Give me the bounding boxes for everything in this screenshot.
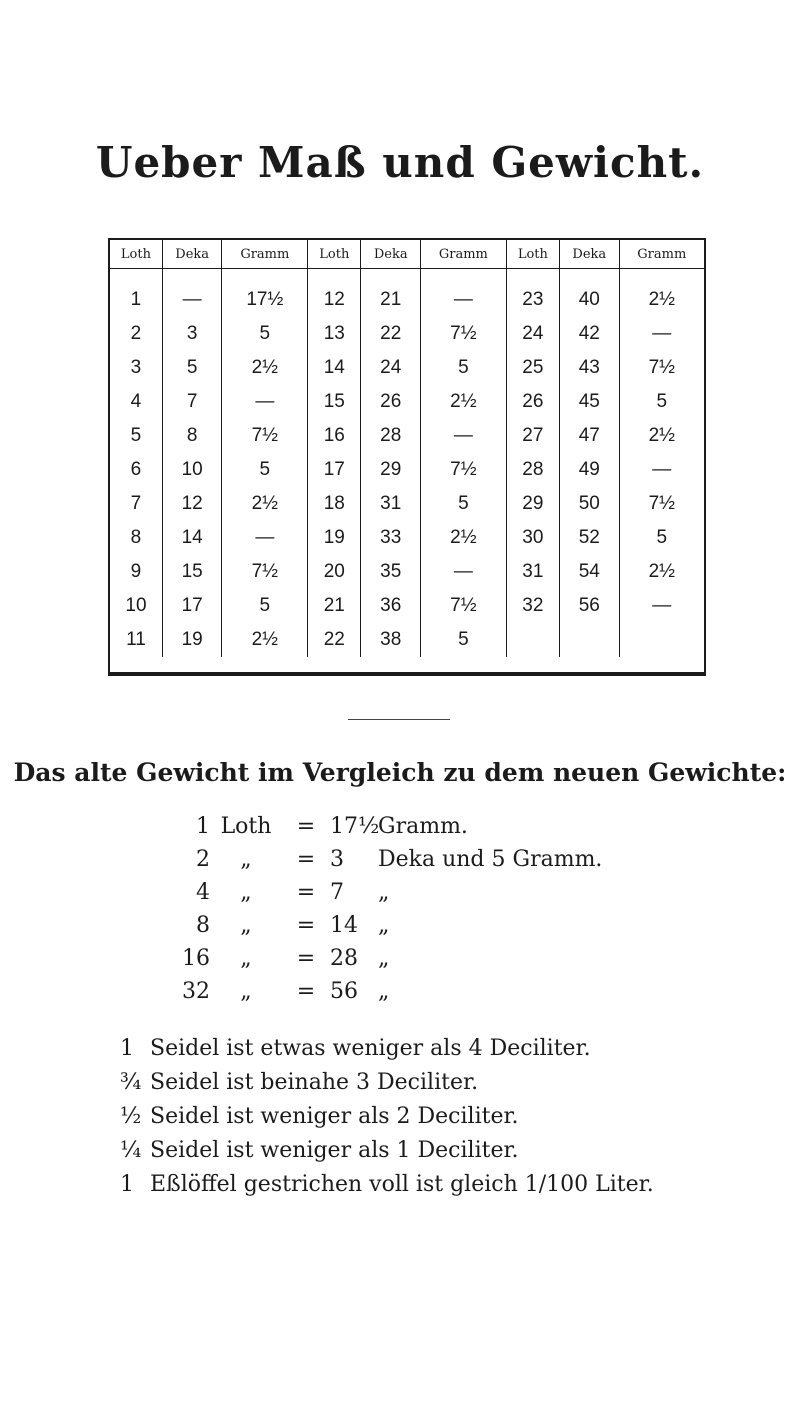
comparison-b: „ — [240, 880, 252, 905]
table-cell: 30 — [506, 521, 559, 555]
comparison-d: „ — [378, 913, 390, 938]
comparison-b: „ — [240, 913, 252, 938]
table-cell: 5 — [222, 317, 308, 351]
comparison-row — [178, 876, 638, 909]
comparison-row — [178, 909, 638, 942]
note-line — [120, 1168, 654, 1202]
table-cell: 4 — [110, 385, 162, 419]
table-cell: 17½ — [222, 283, 308, 317]
table-cell: 7½ — [421, 317, 507, 351]
table-cell: 2½ — [421, 385, 507, 419]
comparison-eq: = — [296, 979, 316, 1004]
table-cell: 2 — [110, 317, 162, 351]
table-cell: 14 — [162, 521, 222, 555]
comparison-c: 3 — [330, 847, 344, 872]
table-cell: 32 — [506, 589, 559, 623]
comparison-a: 8 — [196, 913, 210, 938]
column-header: Loth — [110, 240, 162, 269]
table-cell: 50 — [559, 487, 619, 521]
column-header: Deka — [162, 240, 222, 269]
table-body — [110, 269, 704, 658]
note-line — [120, 1134, 654, 1168]
conversion-table — [108, 238, 706, 676]
comparison-a: 1 — [196, 814, 210, 839]
table-cell: 42 — [559, 317, 619, 351]
table-cell: 47 — [559, 419, 619, 453]
table-cell — [559, 623, 619, 657]
note-text: Eßlöffel gestrichen voll ist gleich 1/100 Liter. — [150, 1172, 654, 1197]
table-cell: 2½ — [619, 555, 704, 589]
note-quantity: ½ — [120, 1104, 142, 1129]
table-cell: 5 — [619, 385, 704, 419]
comparison-eq: = — [296, 880, 316, 905]
note-quantity: ¼ — [120, 1138, 142, 1163]
table-cell: 19 — [308, 521, 361, 555]
table-cell: 49 — [559, 453, 619, 487]
note-quantity: 1 — [120, 1172, 134, 1197]
table-row — [110, 453, 704, 487]
table-row — [110, 283, 704, 317]
column-header: Deka — [559, 240, 619, 269]
comparison-c: 14 — [330, 913, 358, 938]
note-quantity: ¾ — [120, 1070, 142, 1095]
table-row — [110, 555, 704, 589]
table-cell: 5 — [421, 623, 507, 657]
table-cell: 26 — [506, 385, 559, 419]
comparison-a: 32 — [182, 979, 210, 1004]
table-cell: 29 — [506, 487, 559, 521]
divider — [348, 719, 450, 720]
comparison-a: 16 — [182, 946, 210, 971]
comparison-b: „ — [240, 847, 252, 872]
table-cell: 3 — [162, 317, 222, 351]
table-cell: 7½ — [421, 589, 507, 623]
column-header: Loth — [506, 240, 559, 269]
table-cell: 38 — [361, 623, 421, 657]
comparison-b: „ — [240, 946, 252, 971]
table-cell: 8 — [110, 521, 162, 555]
table-row — [110, 419, 704, 453]
table-cell: 5 — [222, 589, 308, 623]
table-cell: 54 — [559, 555, 619, 589]
comparison-eq: = — [296, 814, 316, 839]
comparison-c: 17½ — [330, 814, 380, 839]
table-cell: 19 — [162, 623, 222, 657]
note-quantity: 1 — [120, 1036, 134, 1061]
table-cell: — — [421, 555, 507, 589]
table-cell: 6 — [110, 453, 162, 487]
table-cell: 7½ — [222, 555, 308, 589]
table-cell: 35 — [361, 555, 421, 589]
comparison-heading: Das alte Gewicht im Vergleich zu dem neuen Gewichte: — [13, 758, 787, 787]
table-row — [110, 589, 704, 623]
table-cell: 31 — [506, 555, 559, 589]
table-cell: 5 — [222, 453, 308, 487]
table-cell: — — [619, 317, 704, 351]
column-header: Gramm — [421, 240, 507, 269]
table-cell: 2½ — [222, 623, 308, 657]
table-cell: — — [619, 453, 704, 487]
note-line — [120, 1100, 654, 1134]
table-row — [110, 623, 704, 657]
note-text: Seidel ist etwas weniger als 4 Deciliter. — [150, 1036, 591, 1061]
table-cell: — — [162, 283, 222, 317]
note-text: Seidel ist weniger als 1 Deciliter. — [150, 1138, 519, 1163]
comparison-d: „ — [378, 979, 390, 1004]
table-cell: 20 — [308, 555, 361, 589]
note-text: Seidel ist weniger als 2 Deciliter. — [150, 1104, 519, 1129]
table-cell: 2½ — [222, 351, 308, 385]
table-cell: 16 — [308, 419, 361, 453]
notes-list — [120, 1032, 654, 1202]
table-cell — [506, 623, 559, 657]
table-cell: 7 — [110, 487, 162, 521]
table-cell: 5 — [619, 521, 704, 555]
comparison-b: Loth — [220, 814, 272, 839]
column-header: Deka — [361, 240, 421, 269]
table-cell: — — [421, 283, 507, 317]
table-cell: 2½ — [619, 283, 704, 317]
table-cell: 43 — [559, 351, 619, 385]
comparison-d: „ — [378, 946, 390, 971]
table-cell: 28 — [361, 419, 421, 453]
table-cell: 18 — [308, 487, 361, 521]
table-cell: 7½ — [619, 351, 704, 385]
table-cell: 17 — [308, 453, 361, 487]
table-cell: 2½ — [619, 419, 704, 453]
table-cell: 22 — [308, 623, 361, 657]
table-cell: 10 — [110, 589, 162, 623]
comparison-c: 28 — [330, 946, 358, 971]
table-cell: 24 — [506, 317, 559, 351]
table-cell: 26 — [361, 385, 421, 419]
table-header-row — [110, 240, 704, 269]
table-cell: 10 — [162, 453, 222, 487]
table-cell: 52 — [559, 521, 619, 555]
table-cell: 2½ — [222, 487, 308, 521]
table-cell: 15 — [162, 555, 222, 589]
table-cell: — — [421, 419, 507, 453]
comparison-d: „ — [378, 880, 390, 905]
table-cell: — — [619, 589, 704, 623]
table-cell: 56 — [559, 589, 619, 623]
table-cell: 24 — [361, 351, 421, 385]
table-cell: 17 — [162, 589, 222, 623]
comparison-a: 2 — [196, 847, 210, 872]
table-cell: 40 — [559, 283, 619, 317]
table-cell: 36 — [361, 589, 421, 623]
table-cell: 14 — [308, 351, 361, 385]
table-cell — [619, 623, 704, 657]
comparison-a: 4 — [196, 880, 210, 905]
table-cell: 15 — [308, 385, 361, 419]
table-cell: 7 — [162, 385, 222, 419]
table-cell: 29 — [361, 453, 421, 487]
table-row — [110, 385, 704, 419]
table-cell: 27 — [506, 419, 559, 453]
table-cell: 7½ — [421, 453, 507, 487]
table-cell: 21 — [308, 589, 361, 623]
comparison-eq: = — [296, 847, 316, 872]
comparison-c: 56 — [330, 979, 358, 1004]
comparison-list — [178, 810, 638, 1008]
table-cell: 5 — [421, 487, 507, 521]
note-line — [120, 1032, 654, 1066]
note-text: Seidel ist beinahe 3 Deciliter. — [150, 1070, 479, 1095]
table-cell: 3 — [110, 351, 162, 385]
table-cell: 5 — [110, 419, 162, 453]
comparison-d: Gramm. — [378, 814, 468, 839]
table-cell: — — [222, 385, 308, 419]
table-row — [110, 521, 704, 555]
table-cell: 5 — [421, 351, 507, 385]
column-header: Loth — [308, 240, 361, 269]
table-cell: 22 — [361, 317, 421, 351]
table-cell: 28 — [506, 453, 559, 487]
comparison-eq: = — [296, 913, 316, 938]
table-row — [110, 317, 704, 351]
table-cell: 25 — [506, 351, 559, 385]
comparison-row — [178, 843, 638, 876]
table-cell: 9 — [110, 555, 162, 589]
table-cell: 1 — [110, 283, 162, 317]
table-cell: 5 — [162, 351, 222, 385]
table-cell: 12 — [162, 487, 222, 521]
table-cell: 23 — [506, 283, 559, 317]
table-spacer-row — [110, 269, 704, 284]
table-cell: 33 — [361, 521, 421, 555]
column-header: Gramm — [222, 240, 308, 269]
column-header: Gramm — [619, 240, 704, 269]
comparison-c: 7 — [330, 880, 344, 905]
note-line — [120, 1066, 654, 1100]
table-cell: 7½ — [222, 419, 308, 453]
table-cell: 13 — [308, 317, 361, 351]
comparison-row — [178, 942, 638, 975]
table-cell: 2½ — [421, 521, 507, 555]
table-row — [110, 351, 704, 385]
table-cell: 12 — [308, 283, 361, 317]
comparison-b: „ — [240, 979, 252, 1004]
table-cell: 45 — [559, 385, 619, 419]
page-title: Ueber Maß und Gewicht. — [95, 138, 705, 187]
comparison-eq: = — [296, 946, 316, 971]
comparison-row — [178, 810, 638, 843]
table-cell: 11 — [110, 623, 162, 657]
table-cell: 8 — [162, 419, 222, 453]
table-cell: — — [222, 521, 308, 555]
table-cell: 7½ — [619, 487, 704, 521]
comparison-d: Deka und 5 Gramm. — [378, 847, 603, 872]
table-cell: 31 — [361, 487, 421, 521]
table-row — [110, 487, 704, 521]
table-cell: 21 — [361, 283, 421, 317]
comparison-row — [178, 975, 638, 1008]
